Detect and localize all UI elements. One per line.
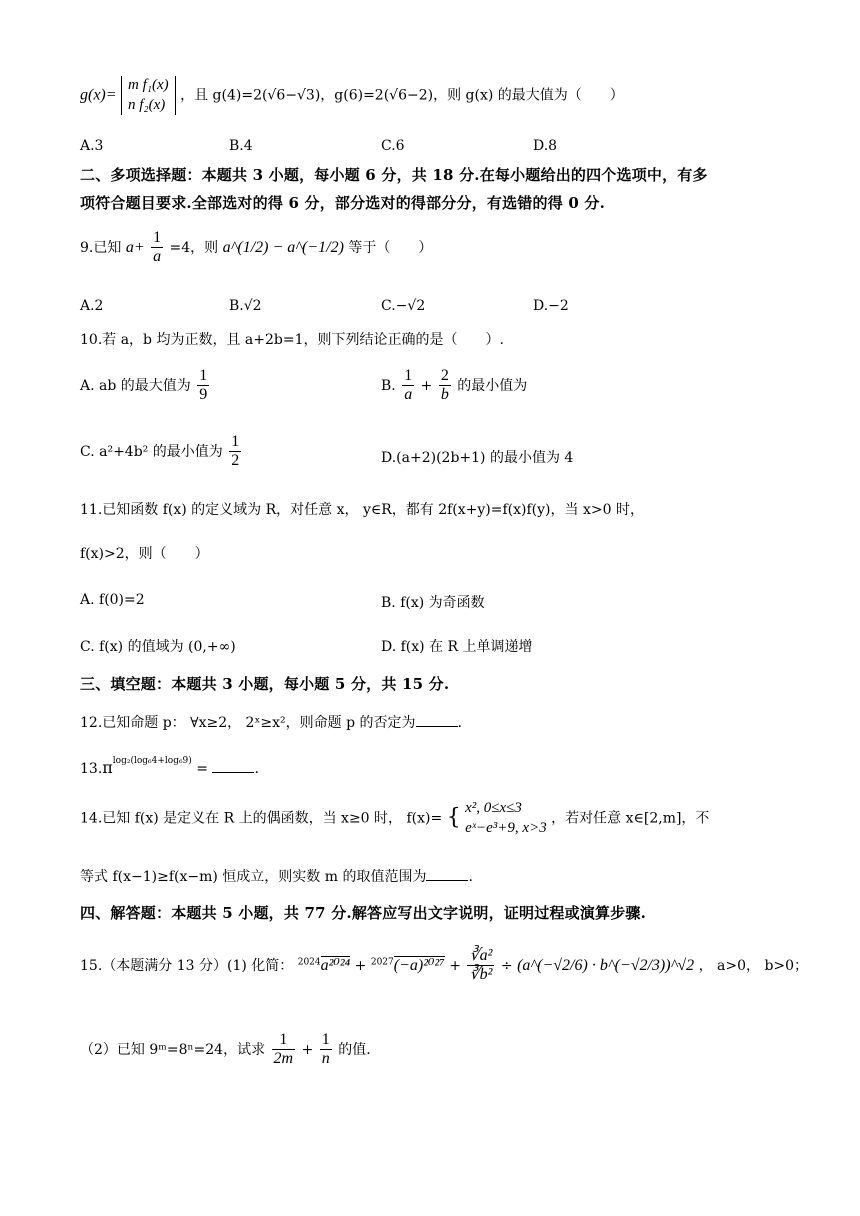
q9-frac-den: a — [153, 247, 162, 265]
q15-part1 — [80, 948, 808, 984]
q9-expr1: a+ — [125, 239, 145, 257]
q9-option-d: D.−2 — [533, 298, 569, 314]
q15-p2-n1: 1 — [272, 1032, 296, 1050]
q15-root1-index: 2024 — [297, 957, 321, 968]
q9-frac-num: 1 — [153, 229, 162, 246]
q10-option-c — [80, 434, 243, 470]
q11-option-c: C. f(x) 的值域为 (0,+∞) — [80, 639, 236, 655]
q15-part2 — [80, 1032, 371, 1068]
q10-option-d: D.(a+2)(2b+1) 的最小值为 4 — [381, 450, 574, 466]
q11-option-d: D. f(x) 在 R 上单调递增 — [381, 639, 533, 655]
q12-answer-blank — [416, 712, 458, 727]
q10-optB-n1: 1 — [404, 367, 413, 384]
section4-heading: 四、解答题：本题共 5 小题，共 77 分.解答应写出文字说明，证明过程或演算步骤. — [80, 904, 647, 922]
q8-stem — [80, 76, 624, 115]
q10-optC-num: 1 — [231, 433, 240, 450]
q8-det-row2: n f₂(x) — [128, 96, 166, 113]
q10-optC-frac — [229, 434, 241, 470]
q12-stem — [80, 712, 462, 732]
q10-optA-num: 1 — [199, 367, 208, 384]
q14-post: ，若对任意 x∈[2,m]，不 — [551, 810, 710, 827]
q9-fraction — [151, 230, 163, 266]
q15-root2: (−a)²⁰²⁷ — [393, 957, 445, 975]
q9-prefix: 9.已知 — [80, 240, 122, 257]
q15-part2-text: （2）已知 9ᵐ=8ⁿ=24，试求 — [80, 1042, 266, 1059]
q9-expr3: a^(1/2) − a^(−1/2) — [222, 239, 344, 257]
q8-condition: ，且 g(4)=2(√6−√3)，g(6)=2(√6−2)，则 g(x) 的最大值为（ ） — [180, 87, 624, 104]
q13-stem — [80, 758, 259, 778]
q13-period: . — [254, 761, 259, 777]
q11-option-b: B. f(x) 为奇函数 — [381, 595, 485, 611]
q8-option-b: B.4 — [229, 138, 253, 154]
q14-stem — [80, 798, 709, 839]
q14-period: . — [468, 869, 473, 885]
q10-optB-plus: + — [420, 378, 433, 395]
section3-heading: 三、填空题：本题共 3 小题，每小题 5 分，共 15 分. — [80, 675, 450, 693]
q11-line1: 11.已知函数 f(x) 的定义域为 R，对任意 x， y∈R，都有 2f(x+y)=f(x)f(y)，当 x>0 时， — [80, 502, 644, 518]
section2-heading-line1: 二、多项选择题：本题共 3 小题，每小题 6 分，共 18 分.在每小题给出的四个选项中，有多 — [80, 166, 708, 184]
q10-option-b — [381, 368, 527, 404]
q15-p2-d2: n — [321, 1049, 330, 1067]
q8-det-row1: m f₁(x) — [128, 77, 169, 93]
q13-base: π — [102, 758, 113, 777]
q10-optB-d2: b — [440, 385, 449, 403]
q13-exponent: log₂(log₆4+log₆9) — [112, 756, 192, 767]
q10-optA-den: 9 — [199, 385, 208, 403]
q10-optB-frac1 — [402, 368, 414, 404]
q10-optA-text: A. ab 的最大值为 — [80, 378, 191, 395]
q12-period: . — [457, 715, 462, 731]
q10-optC-den: 2 — [231, 451, 240, 469]
q10-optB-n2: 2 — [440, 367, 449, 384]
q15-p2-frac2 — [320, 1032, 332, 1068]
q15-div: ÷ — [500, 958, 513, 975]
q15-p2-frac1 — [272, 1032, 296, 1068]
q15-root2-index: 2027 — [370, 957, 394, 968]
q9-stem — [80, 230, 432, 266]
q15-paren-expr: (a^(−√2/6) · b^(−√2/3))^√2 — [517, 957, 695, 975]
q14-case2: eˣ−e³+9, x>3 — [465, 820, 547, 837]
q8-option-a: A.3 — [80, 138, 104, 154]
q13-answer-blank — [212, 758, 254, 773]
q11-option-a: A. f(0)=2 — [80, 592, 145, 608]
q8-determinant — [121, 76, 176, 115]
q9-option-a: A.2 — [80, 298, 104, 314]
q8-option-d: D.8 — [533, 138, 558, 154]
section2-heading-line2: 项符合题目要求.全部选对的得 6 分，部分选对的得部分分，有选错的得 0 分. — [80, 194, 606, 212]
q9-option-c: C.−√2 — [381, 298, 426, 314]
q15-part1-label: 15.（本题满分 13 分）(1) 化简： — [80, 958, 294, 975]
q10-optB-text: 的最小值为 — [457, 378, 528, 395]
q8-g-label: g(x)= — [80, 86, 117, 104]
q9-suffix: 等于（ ） — [348, 240, 433, 257]
q14-line2 — [80, 866, 473, 886]
q9-option-b: B.√2 — [229, 298, 262, 314]
q14-case1: x², 0≤x≤3 — [465, 800, 522, 816]
q14-pre: 14.已知 f(x) 是定义在 R 上的偶函数，当 x≥0 时， f(x)= — [80, 810, 443, 827]
q10-optB-frac2 — [439, 368, 451, 404]
q15-p2-n2: 1 — [321, 1031, 330, 1048]
q15-p2-post: 的值. — [338, 1042, 371, 1059]
q13-equals: = — [196, 761, 208, 777]
q15-root1: a²⁰²⁴ — [320, 957, 351, 975]
q8-option-c: C.6 — [381, 138, 405, 154]
q15-p2-plus: + — [301, 1042, 314, 1059]
q10-option-a — [80, 368, 211, 404]
q14-brace: { — [446, 805, 461, 831]
q15-frac-num: ∛a² — [469, 947, 493, 964]
q10-stem: 10.若 a，b 均为正数，且 a+2b=1，则下列结论正确的是（ ）. — [80, 332, 504, 348]
q15-plus1: + — [354, 958, 367, 975]
q10-optB-d1: a — [404, 385, 413, 403]
q14-answer-blank — [426, 866, 468, 881]
q15-fraction — [467, 948, 494, 984]
q11-line2: f(x)>2，则（ ） — [80, 546, 209, 562]
q12-text: 12.已知命题 p： ∀x≥2， 2ˣ≥x²，则命题 p 的否定为 — [80, 715, 416, 731]
q14-line2-text: 等式 f(x−1)≥f(x−m) 恒成立，则实数 m 的取值范围为 — [80, 869, 427, 885]
q10-optC-text: C. a²+4b² 的最小值为 — [80, 444, 223, 461]
q15-plus2: + — [449, 958, 461, 975]
q10-optA-frac — [197, 368, 209, 404]
q13-label: 13. — [80, 761, 103, 777]
q15-p2-d1: 2m — [273, 1049, 294, 1067]
q15-condition: ， a>0， b>0； — [698, 958, 809, 975]
q9-expr2: =4，则 — [169, 240, 219, 257]
q15-frac-den: ∛b² — [469, 965, 493, 983]
q14-cases — [465, 798, 547, 839]
q10-optB-label: B. — [381, 378, 396, 395]
